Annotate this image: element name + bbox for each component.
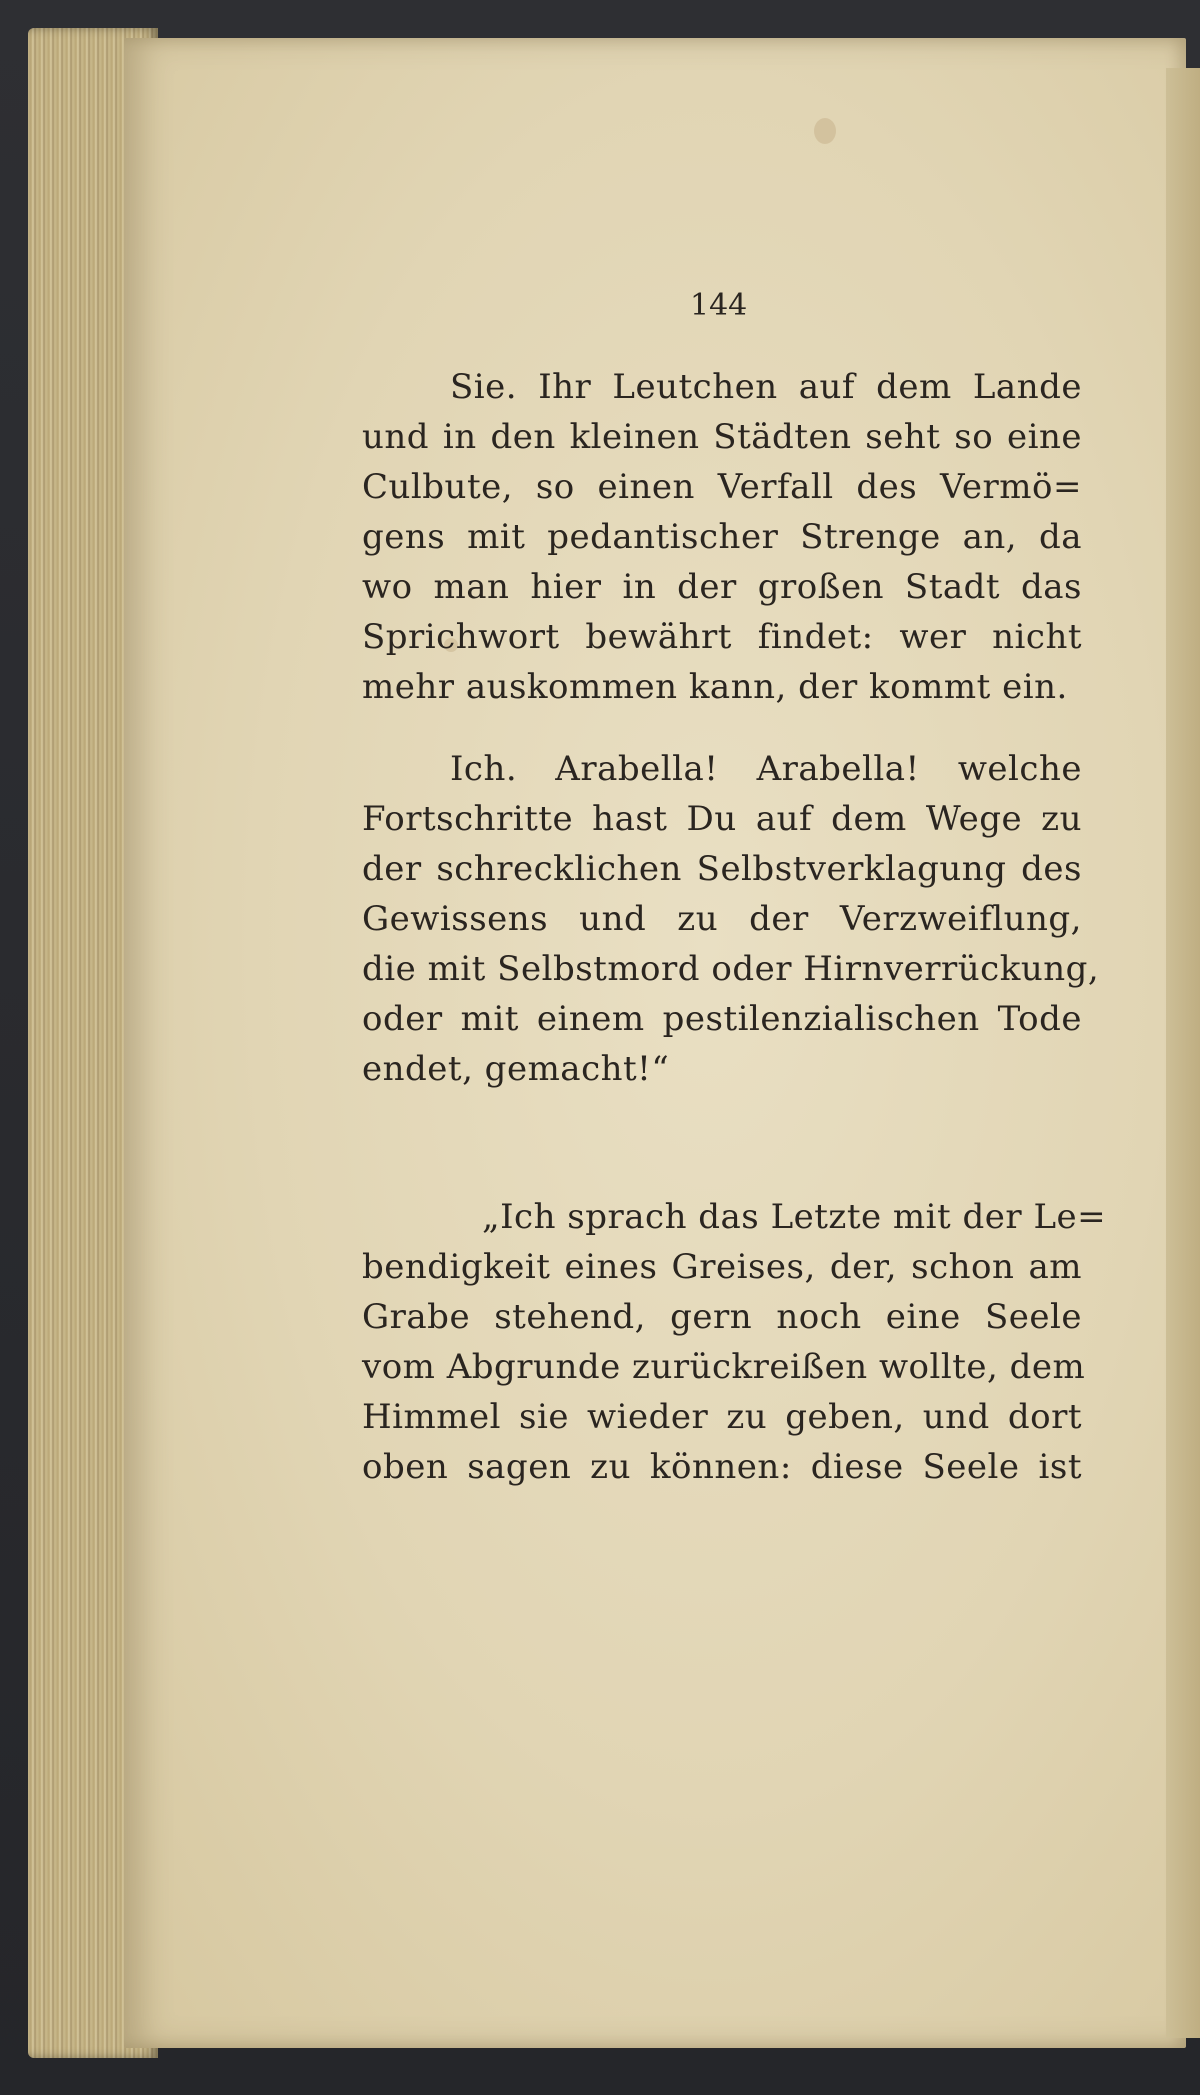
text-line: Himmel sie wieder zu geben, und dort xyxy=(362,1397,1082,1437)
paragraph-1 xyxy=(362,362,1082,712)
text-line: bendigkeit eines Greises, der, schon am xyxy=(362,1247,1082,1287)
text-line: oben sagen zu können: diese Seele ist xyxy=(362,1447,1082,1487)
text-line: Grabe stehend, gern noch eine Seele xyxy=(362,1297,1082,1337)
text-line: die mit Selbstmord oder Hirnverrückung, xyxy=(362,949,1100,989)
text-line: Culbute, so einen Verfall des Vermö= xyxy=(362,467,1082,507)
text-line: endet, gemacht!“ xyxy=(362,1049,670,1089)
text-line: „Ich sprach das Letzte mit der Le= xyxy=(482,1197,1107,1237)
paper-stain xyxy=(814,118,836,144)
text-line: Gewissens und zu der Verzweiflung, xyxy=(362,899,1082,939)
text-line: oder mit einem pestilenzialischen Tode xyxy=(362,999,1082,1039)
text-line: Sie. Ihr Leutchen auf dem Lande xyxy=(450,367,1082,407)
text-line: wo man hier in der großen Stadt das xyxy=(362,567,1082,607)
text-line: vom Abgrunde zurückreißen wollte, dem xyxy=(362,1347,1086,1387)
text-line: der schrecklichen Selbstverklagung des xyxy=(362,849,1082,889)
next-page-edge xyxy=(1166,68,1200,2038)
text-line: gens mit pedantischer Strenge an, da xyxy=(362,517,1082,557)
text-line: Fortschritte hast Du auf dem Wege zu xyxy=(362,799,1082,839)
paragraph-3 xyxy=(362,1192,1107,1492)
text-line: Sprichwort bewährt findet: wer nicht xyxy=(362,617,1082,657)
page-number: 144 xyxy=(690,288,748,323)
text-line: mehr auskommen kann, der kommt ein. xyxy=(362,667,1068,707)
text-line: und in den kleinen Städten seht so eine xyxy=(362,417,1082,457)
paragraph-2 xyxy=(362,744,1100,1094)
text-line: Ich. Arabella! Arabella! welche xyxy=(450,749,1082,789)
